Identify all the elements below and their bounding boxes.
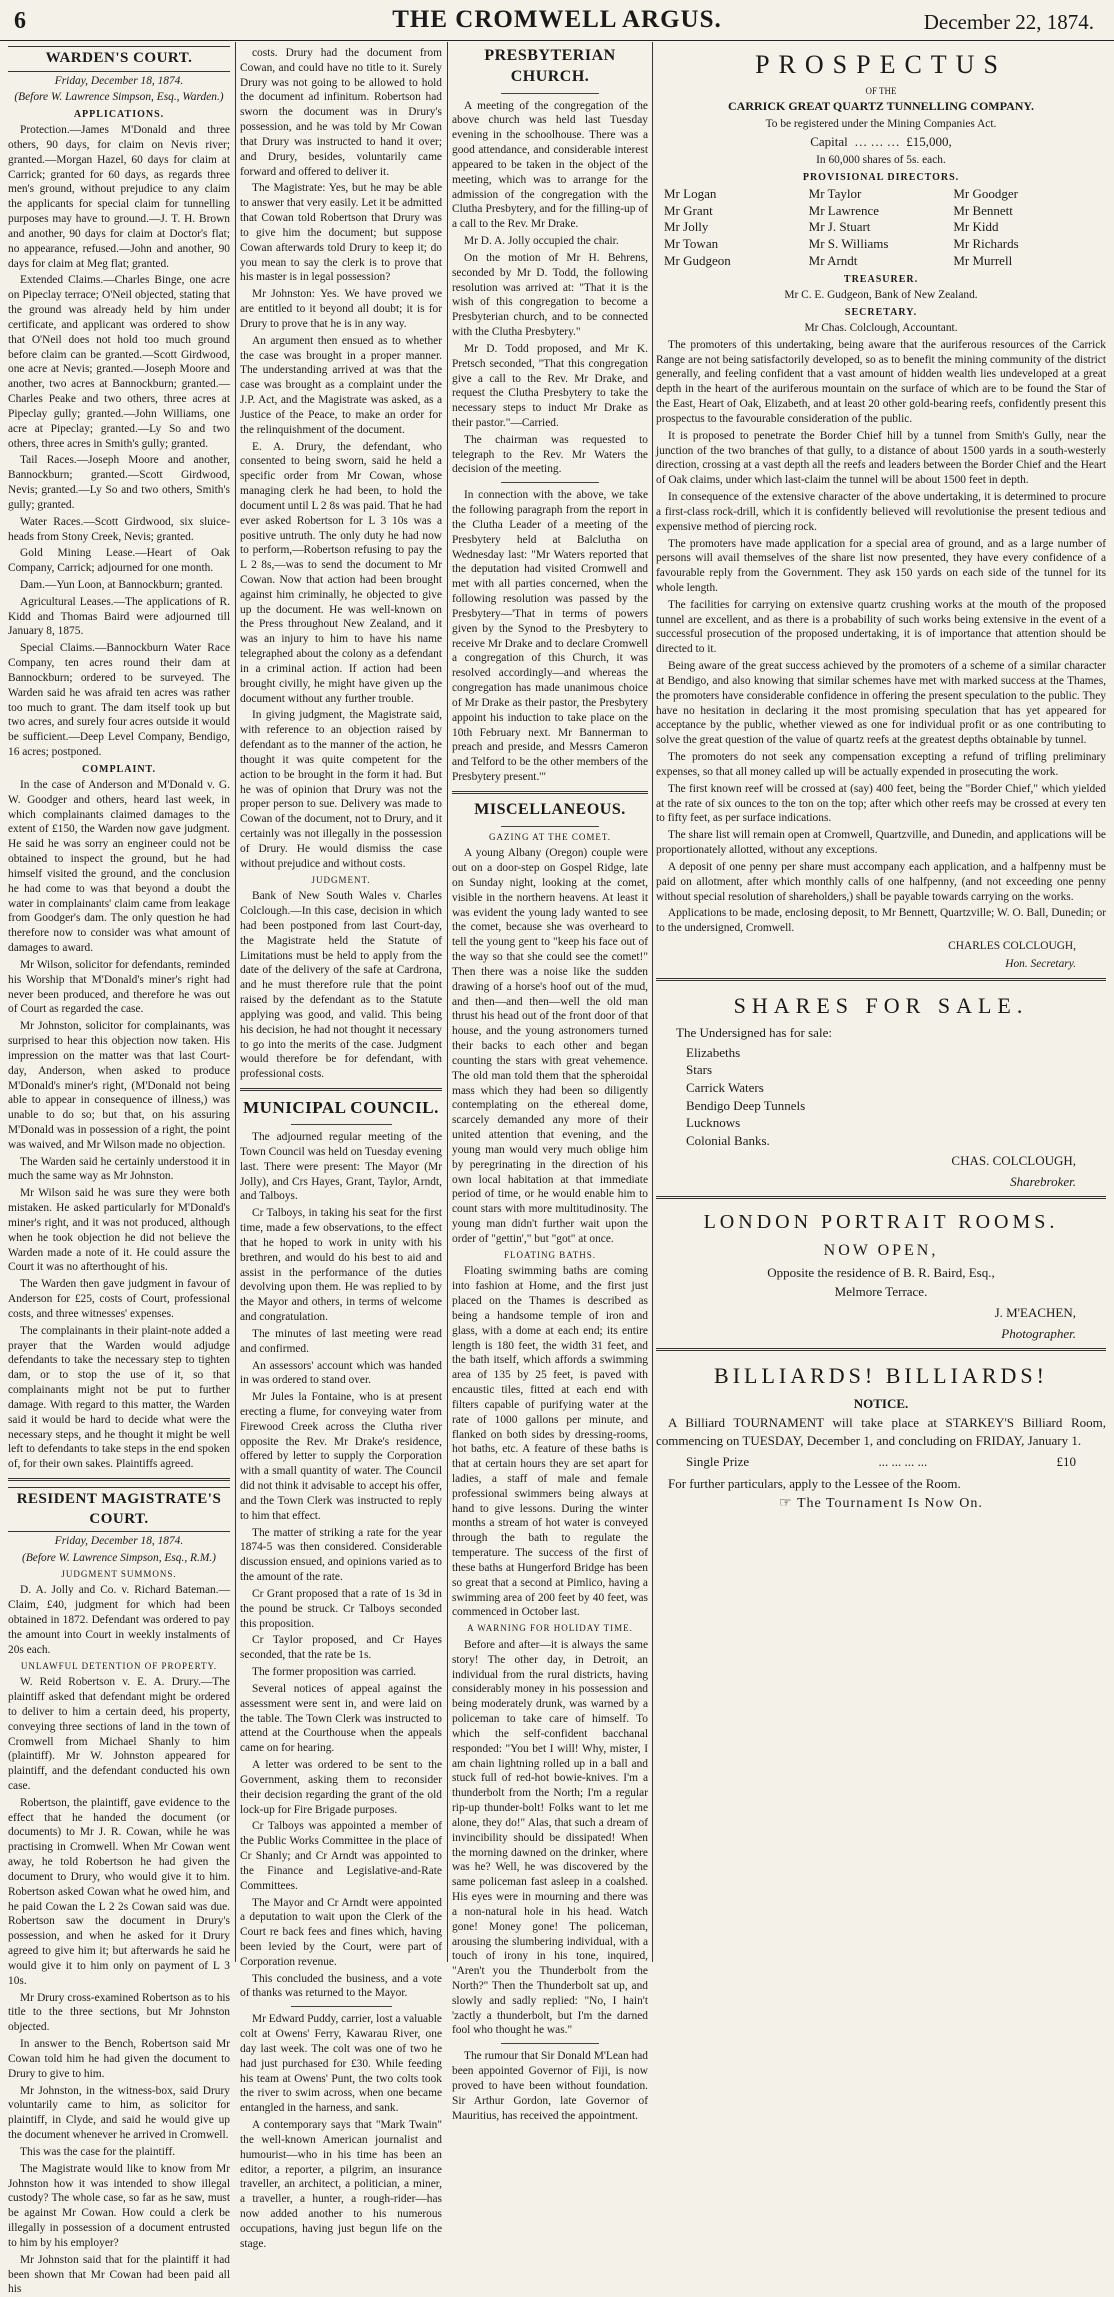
paragraph: A deposit of one penny per share must accompany each application, and a halfpenny must be paid on allotment, after which monthly calls of one halfpenny, (and not exceeding one penny without special resolution of shareholders,) shall be payable towards carrying on the works. — [656, 860, 1106, 903]
paragraph: On the motion of Mr H. Behrens, seconded by Mr D. Todd, the following resolution was arrived at: "That it is the wish of this congregation to become a Presbyterian church, and to be connected with the Clutha Presbytery." — [452, 251, 648, 339]
billiards-notice: NOTICE. — [853, 1395, 909, 1411]
registration-note: To be registered under the Mining Companies Act. — [765, 118, 997, 131]
subhead-applications: APPLICATIONS. — [73, 109, 165, 121]
list-item: Elizabeths — [686, 1044, 741, 1060]
prize-dots: ... ... ... ... — [878, 1454, 928, 1470]
issue-date: December 22, 1874. — [923, 10, 1094, 34]
paragraph: Floating swimming baths are coming into fashion at Home, and the first just placed on the Thames is described as being a handsome temple of iron and glass, with a dome at each end; its entire length is 180 feet, the width 31 feet, and the bath itself, which affords a swimming area of 135 by 25 feet, is paved with encaustic tiles, fitted at each end with filters capable of purifying water at the rate of 1000 gallons per minute, and flanked on both sides by dressing-rooms, hot baths, etc. A feature of these baths is that at certain hours they are set apart for ladies, a staff of male and female professional swimmers being always at hand to give lessons. During the winter months a stream of hot water is conveyed through the bath to regulate the temperature. The success of the first of these baths at Hungerford Bridge has been so great that a second at Pimlico, having a swimming area of 200 feet by 40 feet, was commenced in October last. — [452, 1265, 648, 1619]
masthead — [0, 0, 1114, 41]
list-item: Colonial Banks. — [686, 1132, 770, 1148]
directors-heading: PROVISIONAL DIRECTORS. — [802, 171, 960, 183]
director: Mr Goodger — [953, 185, 1018, 201]
shares-signature-title: Sharebroker. — [1010, 1173, 1076, 1189]
pointing-hand-icon: ☞ — [779, 1495, 793, 1511]
paragraph: Before and after—it is always the same story! The other day, in Detroit, an individual from the rural districts, having considerably money in his possession and being moderately drunk, was warned by a policeman to take care of himself. To which the self-confident bacchanal responded: "You bet I will! Why, mister, I am chain lightning rolled up in a ball and stuck full of red-hot bowie-knives. I'm a thunderbolt from the North; I'm a regular rip-up thunder-bolt! Folks want to let me alone, they do!" Alas, that such a dream of invincibility should be dissipated! When the morning dawned on the drinker, where was he? Well, he was discovered by the same policeman fast asleep in a coalshed. His eyes were in mourning and there was a non-natural hole in his head. Watch gone! Money gone! The policeman, arousing the slumbering individual, with a touch of irony in his tone, inquired, "Aren't you the Thunderbolt from the North?" Then the Thunderbolt sat up, and slowly and sadly replied: "No, I hain't 'zactly a thunderbolt, but I'm the darned fool who thought he was." — [452, 1638, 648, 2037]
paragraph: Cr Grant proposed that a rate of 1s 3d in the pound be struck. Cr Talboys seconded this proposition. — [240, 1587, 442, 1630]
paragraph: A contemporary says that "Mark Twain" the well-known American journalist and humourist—who in his time has been an editor, a reporter, a pilgrim, an insurance traveller, an architect, a politician, a miner, a traveller, a hunter, a rough-rider—has now added another to his numerous occupations, having just begun life on the stage. — [240, 2119, 442, 2250]
paragraph: A young Albany (Oregon) couple were out on a door-step on Gospel Ridge, late on Sunday night, looking at the comet, visible in the northern heavens. At least it was evident the young lady wanted to see the comet, because she was overheard to tell the young gent to "keep his face out of the way so that she could see the comet!" Then there was a noise like the sudden drawing of a horse's hoof out of the mud, and then—and then—well the old man thrust his head out of the front door of that house, and the young astronomers turned their backs to each other and began counting the stars with great vehemence. The old man told them that the spheroidal mass which they had been so diligently contemplating on the ethereal dome, scarcely demanded any more of their united attention that evening, and the young man would very much oblige him by peregrinating in the direction of his own local habitation at that immediate period of time, or he would enable him to count stars with more multitudinosity. The young man didn't further wait upon the order of "gettin'," but "got" at once. — [452, 847, 648, 1245]
prospectus-title: PROSPECTUS — [755, 50, 1007, 79]
page-number: 6 — [14, 8, 26, 34]
paragraph: Mr Edward Puddy, carrier, lost a valuable colt at Owens' Ferry, Kawarau River, one day last week. The colt was one of two he had just purchased for £30. While feeding his team at Owens' Punt, the two colts took the river to swim across, when one became entangled in the harness, and sank. — [240, 2013, 442, 2115]
paragraph: In answer to the Bench, Robertson said Mr Cowan told him he had given the document to Drury to give to him. — [8, 2038, 230, 2080]
divider — [8, 1478, 230, 1481]
paragraph: Special Claims.—Bannockburn Water Race Company, ten acres round their dam at Bannockburn; ordered to be surveyed. The Warden said he was afraid ten acres was rather too much to grant. The dam itself took up but two acres, and surely four acres outside it would be sufficient.—Deep Level Company, Bendigo, 16 acres; postponed. — [8, 642, 230, 759]
divider — [656, 1196, 1106, 1199]
divider — [501, 93, 599, 94]
director: Mr Richards — [953, 236, 1019, 252]
wardens-court-heading: WARDEN'S COURT. — [8, 46, 230, 72]
warden-before: (Before W. Lawrence Simpson, Esq., Warden.) — [14, 91, 224, 104]
column-2 — [240, 44, 443, 2250]
paragraph: Mr Johnston said that for the plaintiff it had been shown that Mr Cowan had been paid all his — [8, 2253, 230, 2296]
director: Mr Kidd — [953, 219, 999, 235]
paragraph: Mr Johnston, solicitor for complainants, was surprised to hear this objection now taken. His impression on the matter was that last Court-day, Anderson, when asked to produce M'Donald's miner's right, (M'Donald not being able to appear in consequence of illness,) was unable to do so; but that, on his assuring M'Donald was in possession of a right, the point was waived, and Mr Wilson made no objection. — [8, 1020, 230, 1151]
prize-value: £10 — [1056, 1454, 1076, 1470]
capital-value: £15,000, — [906, 133, 952, 149]
warden-date: Friday, December 18, 1874. — [54, 74, 184, 87]
paragraph: costs. Drury had the document from Cowan, and could have no title to it. Surely Drury was not going to be allowed to hold the document ad infinitum. Robertson had sworn the document was in Drury's possession, and he was told by Mr Cowan that Drury was instructed to hand it over; and Drury, besides, voluntarily came forward and offered to deliver it. — [240, 47, 442, 178]
paragraph: It is proposed to penetrate the Border Chief hill by a tunnel from Smith's Gully, near the junction of the two branches of that gully, to a distance of about 1500 yards in a south-westerly direction, crossing at a vast depth all the reefs and leaders between the Border Chief and the Heart of Oak claims, under which last-claim the tunnel will be about 1500 feet in depth. — [656, 429, 1106, 487]
divider — [656, 1348, 1106, 1351]
director: Mr S. Williams — [808, 236, 889, 252]
portrait-title: LONDON PORTRAIT ROOMS. — [703, 1211, 1059, 1234]
paragraph: In the case of Anderson and M'Donald v. G. W. Goodger and others, heard last week, in which complainants claimed damages to the extent of £150, the Warden now gave judgment. He said he was sorry an engineer could not be obtained to inspect the ground, but he had himself visited the ground, and the conclusion he had come to was that beyond a doubt the water in complainants' claim came from leakage from Goodger's dam. The only question he had therefore now to consider was what amount of damages to award. — [8, 778, 230, 955]
magistrate-date: Friday, December 18, 1874. — [54, 1535, 184, 1548]
paragraph: The facilities for carrying on extensive quartz crushing works at the mouth of the proposed tunnel are excellent, and as there is a probability of such works being extensive in the event of a successful prosecution of the proposed undertaking, it is of importance that attention should be directed to it. — [656, 598, 1106, 656]
paragraph: D. A. Jolly and Co. v. Richard Bateman.—Claim, £40, judgment for which had been obtained in 1872. Defendant was ordered to pay the amount into Court in weekly instalments of 20s each. — [8, 1584, 230, 1656]
paragraph: An argument then ensued as to whether the case was brought in a proper manner. The understanding arrived at was that the case was brought as a complaint under the J.P. Act, and the Magistrate was asked, as a Justice of the Peace, to make an order for the relinquishment of the document. — [240, 334, 442, 436]
paragraph: The adjourned regular meeting of the Town Council was held on Tuesday evening last. There were present: The Mayor (Mr Jolly), and Crs Hayes, Grant, Taylor, Arndt, and Talboys. — [240, 1131, 442, 1203]
director: Mr Bennett — [953, 202, 1013, 218]
secretary: Mr Chas. Colclough, Accountant. — [804, 321, 958, 334]
paragraph: Being aware of the great success achieved by the promoters of a scheme of a similar character at Bendigo, and also knowing that similar schemes have met with marked success at the Thames, the promoters have considerable confidence in offering the present speculation to the public. They have no hesitation in declaring it the most promising speculation that has yet appeared for acceptance by the public, whether viewed as one for individual profit or as one contributing to solve the great question of the value of quartz reefs at the greatest depths obtainable by tunnel. — [656, 660, 1106, 747]
list-item: Bendigo Deep Tunnels — [686, 1097, 806, 1113]
paragraph: This was the case for the plaintiff. — [20, 2145, 176, 2158]
paragraph: The promoters do not seek any compensation excepting a refund of trifling preliminary expenses, so that all money called up will be actually expended in prosecuting the work. — [656, 751, 1106, 778]
paragraph: The matter of striking a rate for the year 1874-5 was then considered. Considerable discussion ensued, and opinions varied as to the amount of the rate. — [240, 1526, 442, 1584]
magistrate-before: (Before W. Lawrence Simpson, Esq., R.M.) — [22, 1551, 216, 1564]
divider — [291, 1124, 392, 1125]
shares-list — [686, 1044, 1106, 1149]
magistrate-court-heading: RESIDENT MAGISTRATE'S COURT. — [8, 1487, 230, 1532]
subhead-judgment-summons: JUDGMENT SUMMONS. — [61, 1568, 177, 1579]
billiards-footer — [656, 1495, 1106, 1514]
paragraph: In connection with the above, we take the following paragraph from the report in the Clutha Leader of a meeting of the Presbytery held at Balclutha on Wednesday last: "Mr Waters reported that the deputation had visited Cromwell and met with all parties concerned, when the following resolution was passed by the Presbytery—'That in terms of powers given by the Synod to the Presbytery to receive Mr Drake and to declare Cromwell a congregation of this Church, it was resolved accordingly—and whereas the congregation has made unanimous choice of Mr Drake as their pastor, the Presbytery appoint his induction to take place on the 10th February next. Mr Bannerman to preach and preside, and Messrs Cameron and Telford to be the other members of the Presbytery present.'" — [452, 489, 648, 784]
paragraph: The minutes of last meeting were read and confirmed. — [240, 1327, 442, 1355]
divider — [452, 791, 648, 794]
shares-intro: The Undersigned has for sale: — [676, 1025, 832, 1041]
paragraph: Mr Wilson said he was sure they were both mistaken. He asked particularly for M'Donald's miner's right, and it was not produced, although when he took objection he did not believe the Warden made a note of it. He could assure the Court it was no afterthought of his. — [8, 1187, 230, 1274]
director: Mr Towan — [664, 236, 719, 252]
paragraph: The Warden then gave judgment in favour of Anderson for £25, costs of Court, professional costs, and three witnesses' expenses. — [8, 1278, 230, 1320]
paragraph: Several notices of appeal against the assessment were sent in, and were laid on the table. The Town Clerk was instructed to attend at the Courthouse when the appeals came on for hearing. — [240, 1682, 442, 1755]
divider — [656, 978, 1106, 981]
paragraph: This concluded the business, and a vote of thanks was returned to the Mayor. — [240, 1972, 442, 2000]
subhead-floating-baths: FLOATING BATHS. — [503, 1249, 596, 1260]
paragraph: Cr Talboys was appointed a member of the Public Works Committee in the place of Cr Shanly; and Cr Arndt was appointed to the Finance and Legislative-and-Rate Committees. — [240, 1820, 442, 1892]
divider — [240, 1088, 442, 1091]
paragraph: In giving judgment, the Magistrate said, with reference to an objection raised by defendant as to the manner of the action, he thought it was quite competent for the action to be brought in the form it had. But he was of opinion that Drury was not the proper person to sue. Delivery was made to Cowan of the document, not to Drury, and it certainly was not illegally in the possession of Drury. He would dismiss the case without prejudice and without costs. — [240, 709, 442, 870]
paragraph: Tail Races.—Joseph Moore and another, Bannockburn; granted.—Scott Girdwood, Nevis; granted.—Ly So and two others, Smith's gully; granted. — [8, 454, 230, 511]
capital-line: Capital … … … £15,000, — [810, 133, 952, 149]
prize-label: Single Prize — [686, 1454, 750, 1470]
subhead-comet: GAZING AT THE COMET. — [489, 831, 611, 842]
company-name: CARRICK GREAT QUARTZ TUNNELLING COMPANY. — [728, 99, 1034, 114]
paragraph: The Warden said he certainly understood it in much the same way as Mr Johnston. — [8, 1155, 230, 1183]
billiards-ad — [656, 1361, 1106, 1513]
paragraph: The promoters have made application for a special area of ground, and as a large number of persons will avail themselves of the share list now presented, they have every confidence of a favourable reply from the Government. They ask 150 yards on each side of the tunnel for its whole length. — [656, 537, 1106, 594]
director: Mr Murrell — [953, 253, 1013, 269]
paragraph: A letter was ordered to be sent to the Government, asking them to reconsider their decision regarding the grant of the old lock-up for Fire Brigade purposes. — [240, 1759, 442, 1816]
director: Mr Lawrence — [808, 202, 880, 218]
subhead-complaint: COMPLAINT. — [82, 763, 156, 775]
photographer-name: J. M'EACHEN, — [994, 1304, 1076, 1320]
paragraph: Bank of New South Wales v. Charles Colclough.—In this case, decision in which had been postponed from last Court-day, the Magistrate held the Statute of Limitations must be held to apply from the date of the delivery of the safe at Cardrona, and he must therefore rule that the point raised by the defendant as to the Statute applying was good, and valid. This being his decision, he had not thought it necessary to go into the merits of the case. Judgment would therefore be for defendant, with professional costs. — [240, 890, 442, 1081]
paragraph: Mr D. A. Jolly occupied the chair. — [464, 235, 619, 248]
billiards-text: A Billiard TOURNAMENT will take place at STARKEY'S Billiard Room, commencing on TUESDAY, December 1, and concluding on FRIDAY, January 1. — [656, 1415, 1106, 1448]
shares-ad — [656, 991, 1106, 1191]
portrait-terrace: Melmore Terrace. — [834, 1284, 928, 1300]
director: Mr Logan — [664, 185, 717, 201]
paragraph: Gold Mining Lease.—Heart of Oak Company, Carrick; adjourned for one month. — [8, 547, 230, 575]
director: Mr J. Stuart — [808, 219, 871, 235]
paragraph: Applications to be made, enclosing deposit, to Mr Bennett, Quartzville; W. O. Ball, Dunedin; or to the undersigned, Cromwell. — [656, 907, 1106, 935]
paragraph: The Magistrate would like to know from Mr Johnston how it was intended to show illegal custody? The whole case, so far as he saw, must be against Mr Cowan. How could a clerk be illegally in possession of a document entrusted to him by his employer? — [8, 2162, 230, 2249]
prospectus-of-the: OF THE — [865, 85, 897, 96]
secretary-heading: SECRETARY. — [844, 306, 918, 318]
director: Mr Jolly — [664, 219, 709, 235]
column-4 — [656, 44, 1106, 1962]
paragraph: Extended Claims.—Charles Binge, one acre on Pipeclay terrace; O'Neil objected, stating that the ground was already held by him under certificate, and applicant was ordered to show that O'Neil does not hold too much ground before claim can be granted.—Scott Girdwood, one acre at Nevis; granted.—Joseph Moore and another, two acres at Bannockburn; granted.—Charles Peake and two others, three acres at Pipeclay gully; granted.—John Williams, one acre at Pipeclay; granted.—Ly So and two others, three acres in Smith's gully; granted. — [8, 274, 230, 450]
column-rule-2 — [447, 42, 448, 1962]
column-rule-1 — [235, 42, 236, 1962]
paragraph: Mr Johnston: Yes. We have proved we are entitled to it beyond all doubt; it is for Drury to prove that he is in any way. — [240, 288, 442, 330]
paragraph: The Mayor and Cr Arndt were appointed a deputation to wait upon the Clerk of the Court re back fees and fines which, having been levied by the Court, were part of Corporation revenue. — [240, 1896, 442, 1968]
presbyterian-church-heading: PRESBYTERIAN CHURCH. — [484, 47, 616, 85]
director: Mr Arndt — [808, 253, 858, 269]
billiards-title: BILLIARDS! BILLIARDS! — [714, 1363, 1048, 1389]
director: Mr Taylor — [808, 185, 862, 201]
treasurer: Mr C. E. Gudgeon, Bank of New Zealand. — [784, 289, 978, 302]
portrait-location: Opposite the residence of B. R. Baird, Esq., — [767, 1264, 995, 1280]
paragraph: The complainants in their plaint-note added a prayer that the Warden would adjudge defendants to take the necessary step to tighten dam, or to stop the use of it, so that complainants might not be put to further damage. With regard to this matter, the Warden said it would be hard to decide what were the necessary steps, and he thought it might be well left to defendants to take steps in the end spoken of, for their own sakes. Plaintiffs agreed. — [8, 1324, 230, 1471]
treasurer-heading: TREASURER. — [843, 274, 919, 286]
subhead-unlawful-detention: UNLAWFUL DETENTION OF PROPERTY. — [20, 1660, 218, 1671]
paragraph: Water Races.—Scott Girdwood, six sluice-heads from Stony Creek, Nevis; granted. — [8, 515, 230, 543]
paragraph: An assessors' account which was handed in was ordered to stand over. — [240, 1359, 442, 1387]
paragraph: Cr Taylor proposed, and Cr Hayes seconded, that the rate be 1s. — [240, 1634, 442, 1662]
paragraph: Agricultural Leases.—The applications of R. Kidd and Thomas Baird were adjourned till January 8, 1875. — [8, 595, 230, 638]
paper-title: THE CROMWELL ARGUS. — [392, 6, 722, 33]
paragraph: The rumour that Sir Donald M'Lean had been appointed Governor of Fiji, is now proved to have been without foundation. Sir Arthur Gordon, late Governor of Mauritius, has received the appointment. — [452, 2050, 648, 2122]
list-item: Lucknows — [686, 1115, 741, 1131]
shares-title: SHARES FOR SALE. — [733, 992, 1029, 1018]
paragraph: The first known reef will be crossed at (say) 400 feet, being the "Border Chief," which yielded at the rate of six ounces to the ton on the top; after which other reefs may be crossed at every ten to fifty feet, as per surface indications. — [656, 782, 1106, 825]
paragraph: The chairman was requested to telegraph to the Rev. Mr Waters the decision of the meeting. — [452, 433, 648, 476]
column-rule-3 — [652, 42, 653, 1962]
prospectus-signature-title: Hon. Secretary. — [1005, 957, 1076, 970]
miscellaneous-heading: MISCELLANEOUS. — [474, 800, 626, 818]
prospectus-body — [656, 338, 1106, 936]
municipal-council-heading: MUNICIPAL COUNCIL. — [243, 1098, 439, 1117]
prospectus-signature: CHARLES COLCLOUGH, — [948, 940, 1076, 953]
subhead-holiday-warning: A WARNING FOR HOLIDAY TIME. — [467, 1623, 633, 1634]
now-open: NOW OPEN, — [823, 1242, 939, 1260]
billiards-footer-text: The Tournament Is Now On. — [796, 1495, 983, 1511]
photographer-role: Photographer. — [1001, 1325, 1076, 1341]
paragraph: The former proposition was carried. — [252, 1666, 417, 1679]
prize-line — [686, 1453, 1076, 1471]
divider — [501, 2043, 599, 2044]
divider — [291, 2006, 392, 2007]
subhead-judgment: JUDGMENT. — [311, 874, 371, 885]
list-item: Carrick Waters — [686, 1080, 764, 1096]
paragraph: Cr Talboys, in taking his seat for the first time, made a few observations, to the effect that he hoped to work in unity with his brethren, and would do his best to aid and assist in the performance of the duties devolving upon them. He was replied to by the Mayor and others, in terms of welcome and congratulation. — [240, 1207, 442, 1324]
directors-list — [664, 186, 1098, 270]
column-1 — [8, 44, 230, 2296]
column-3 — [452, 44, 648, 2122]
director: Mr Grant — [664, 202, 713, 218]
paragraph: Mr Drury cross-examined Robertson as to his title to the three sections, but Mr Johnston objected. — [8, 1991, 230, 2034]
divider — [501, 826, 599, 827]
paragraph: In consequence of the extensive character of the above undertaking, it is determined to procure a first-class rock-drill, which it is confidently believed will revolutionise the present tedious and expensive method of piercing rock. — [656, 491, 1106, 533]
paragraph: Mr Wilson, solicitor for defendants, reminded his Worship that M'Donald's miner's right had never been produced, and therefore he was out of Court as regarded the case. — [8, 958, 230, 1016]
portrait-rooms-ad — [656, 1209, 1106, 1342]
paragraph: Mr Jules la Fontaine, who is at present erecting a flume, for conveying water from Firewood Creek across the Clutha river opposite the Rev. Mr Drake's residence, offered by letter to supply the Corporation with a small quantity of water. The Council did not think it advisable to accept his offer, and the Town Clerk was instructed to reply to him that effect. — [240, 1391, 442, 1522]
paragraph: The share list will remain open at Cromwell, Quartzville, and Dunedin, and applications will be proportionately allotted, without any exceptions. — [656, 829, 1106, 857]
paragraph: W. Reid Robertson v. E. A. Drury.—The plaintiff asked that defendant might be ordered to deliver to him a certain deed, his property, conveying three sections of land in the town of Cromwell from Michael Shanly to him (plaintiff). Mr W. Johnston appeared for plaintiff, and the defendant conducted his own case. — [8, 1676, 230, 1792]
list-item: Stars — [686, 1062, 712, 1078]
shares-line: In 60,000 shares of 5s. each. — [816, 153, 946, 166]
capital-label: Capital — [810, 133, 848, 149]
paragraph: Robertson, the plaintiff, gave evidence to the effect that he handed the document (or documents) to Mr J. R. Cowan, while he was practising in Cromwell. When Mr Cowan went away, he told Robertson he had given the document to Drury, who would give it to him. Robertson asked Cowan what he owed him, and he paid Cowan the L 2 2s Cowan said was due. Robertson saw the document in Drury's possession, and when he asked for it Drury agreed to give him it; but afterwards he said he would give it to him only on payment of L 3 10s. — [8, 1796, 230, 1987]
paragraph: A meeting of the congregation of the above church was held last Tuesday evening in the schoolhouse. There was a good attendance, and considerable interest appeared to be taken in the object of the meeting, which was to arrange for the admission of the congregation with the Clutha Presbytery, and for the filling-up of a call to the Rev. Mr Drake. — [452, 99, 648, 231]
billiards-further: For further particulars, apply to the Lessee of the Room. — [668, 1475, 961, 1491]
paragraph: Mr Johnston, in the witness-box, said Drury voluntarily came to him, as solicitor for plaintiff, in Clyde, and said he would give up the document whenever he arrived in Cromwell. — [8, 2084, 230, 2142]
paragraph: The promoters of this undertaking, being aware that the auriferous resources of the Carrick Range are not being satisfactorily developed, so as to benefit the mining community of the district generally, and feeling confident that a vast amount of hidden wealth lies undeveloped at a great depth in the heart of the auriferous mountain on the surface of which are to be found the Star of the East, Heart of Oak, Elizabeth, and at least 20 other gold-bearing reefs, confidently present this prospectus to the favourable consideration of the public. — [656, 338, 1106, 425]
divider — [501, 482, 599, 483]
paragraph: Mr D. Todd proposed, and Mr K. Pretsch seconded, "That this congregation give a call to the Rev. Mr Drake, and request the Clutha Presbytery to take the necessary steps to induct Mr Drake as their pastor."—Carried. — [452, 342, 648, 429]
shares-signature: CHAS. COLCLOUGH, — [951, 1153, 1076, 1169]
paragraph: The Magistrate: Yes, but he may be able to answer that very easily. Let it be admitted that Cowan told Robertson that Drury was to give him the document; but suppose Cowan afterwards told Drury to keep it; do you mean to say the clerk is to prove that his master is in legal possession? — [240, 182, 443, 284]
paragraph: Protection.—James M'Donald and three others, 90 days, for claim on Nevis river; granted.—Morgan Hazel, 60 days for claim at Carrick; granted for 60 days, as regards three men's ground, without prejudice to any claim the applicants for special claim for tunnelling purposes may have to ground.—J. T. H. Brown and another, 90 days for claim at Doctor's flat; no appearance, refused.—John and another, 90 days for claim at Meg flat; granted. — [8, 124, 230, 270]
paragraph: E. A. Drury, the defendant, who consented to being sworn, said he held a specific order from Mr Cowan, whose managing clerk he had been, to hold the document until L 2 8s was paid. That he had ever asked Robertson for L 3 10s was a positive untruth. The only duty he had now to perform,—Robertson refusing to pay the L 2 8s,—was to send the document to Mr Cowan. Now that action had been brought against him criminally, he objected to give up the document. He was well-known on the Press throughout New Zealand, and it was an injury to him to have his name telegraphed about the colony as a defendant in a criminal action. If action had been brought civilly, he might have given up the document without any further trouble. — [240, 440, 442, 705]
paragraph: Dam.—Yun Loon, at Bannockburn; granted. — [20, 579, 223, 591]
director: Mr Gudgeon — [664, 253, 731, 269]
